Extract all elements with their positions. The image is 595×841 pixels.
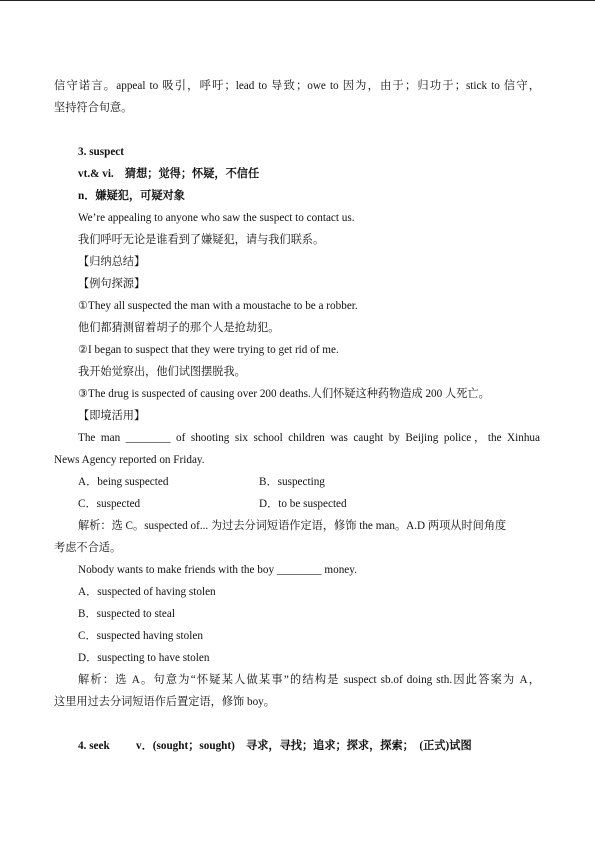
entry-4-heading: 4. seek: [78, 740, 110, 752]
q1-option-b: B．suspecting: [259, 476, 325, 488]
intro-line-1: 信守诺言。appeal to 吸引，呼吁；lead to 导致；owe to 因为，由于；归功于；stick to 信守，: [54, 80, 540, 92]
entry-3-example-en: We’re appealing to anyone who saw the suspect to contact us.: [78, 212, 355, 224]
q2-option-b: B．suspected to steal: [78, 608, 175, 620]
q1-option-a: A．being suspected: [78, 476, 169, 488]
q2-option-a: A．suspected of having stolen: [78, 586, 216, 598]
q2-analysis-line-2: 这里用过去分词短语作后置定语，修饰 boy。: [54, 696, 275, 708]
q1-stem-line-2: News Agency reported on Friday.: [54, 454, 205, 466]
q2-option-c: C．suspected having stolen: [78, 630, 203, 642]
entry-3-heading: 3. suspect: [78, 146, 124, 158]
section-examples: 【例句探源】: [78, 278, 146, 290]
section-practice: 【即境活用】: [78, 410, 146, 422]
q1-stem-line-1: The man ________ of shooting six school children was caught by Beijing police，the Xinhua: [78, 432, 540, 444]
entry-3-pos-verb: vt.& vi. 猜想；觉得；怀疑，不信任: [78, 168, 260, 180]
q2-stem: Nobody wants to make friends with the boy ________ money.: [78, 564, 357, 576]
q2-option-d: D．suspecting to have stolen: [78, 652, 210, 664]
entry-4-definition: v．(sought；sought) 寻求，寻找；追求；探求，探索； (正式)试图: [136, 740, 472, 752]
q2-analysis-line-1: 解析：选 A。句意为“怀疑某人做某事”的结构是 suspect sb.of doing sth.因此答案为 A，: [78, 674, 540, 686]
example-1-zh: 他们都猜测留着胡子的那个人是抢劫犯。: [78, 322, 280, 334]
example-2-zh: 我开始觉察出，他们试图摆脱我。: [78, 366, 246, 378]
entry-3-pos-noun: n．嫌疑犯，可疑对象: [78, 190, 185, 202]
example-2-en: ②I began to suspect that they were trying to get rid of me.: [78, 344, 339, 356]
q1-option-d: D．to be suspected: [259, 498, 347, 510]
q1-option-c: C．suspected: [78, 498, 141, 510]
entry-3-example-zh: 我们呼吁无论是谁看到了嫌疑犯，请与我们联系。: [78, 234, 325, 246]
q1-analysis-line-1: 解析：选 C。suspected of... 为过去分词短语作定语，修饰 the man。A.D 两项从时间角度: [78, 520, 507, 532]
q1-analysis-line-2: 考虑不合适。: [54, 542, 122, 554]
intro-line-2: 坚持符合旬意。: [54, 102, 133, 114]
example-3: ③The drug is suspected of causing over 200 deaths.人们怀疑这种药物造成 200 人死亡。: [78, 388, 490, 400]
example-1-en: ①They all suspected the man with a moustache to be a robber.: [78, 300, 358, 312]
section-summary: 【归纳总结】: [78, 256, 146, 268]
